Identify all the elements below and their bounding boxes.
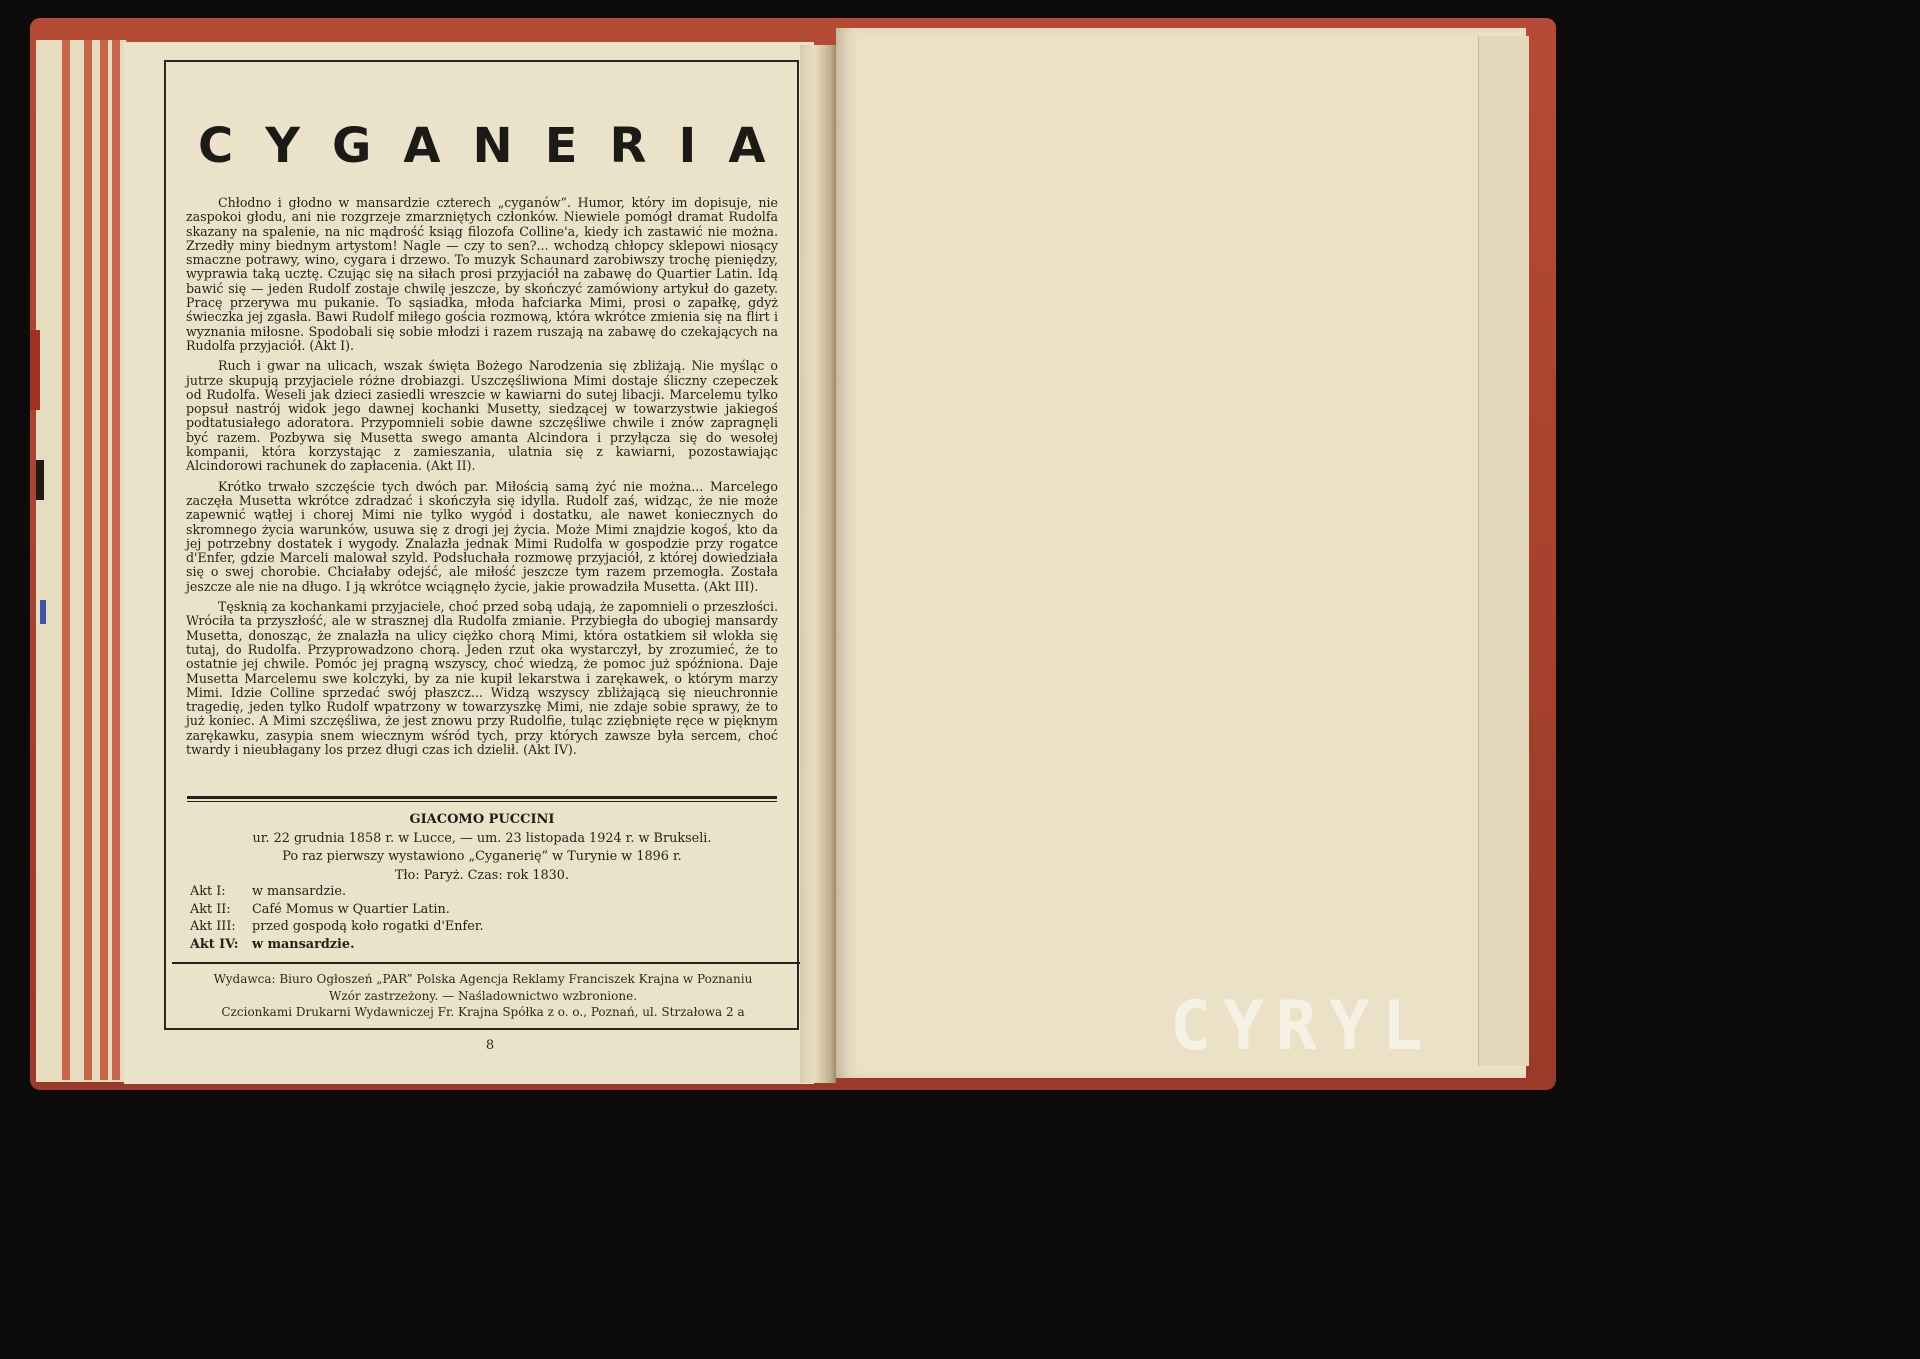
bookmark-tab <box>30 330 40 410</box>
synopsis-paragraph: Krótko trwało szczęście tych dwóch par. Miłością samą żyć nie można... Marcelego zaczęła Musetta wkrótce zdradzać i skończyła się idylla. Rudolf zaś, widząc, że nie może zapewnić wątłej i chorej Mimi nie tylko wygód i dostatku, ale nawet koniecznych do skromnego życia warunków, usuwa się z drogi jej życia. Może Mimi znajdzie kogoś, kto da jej potrzebny dostatek i wygody. Znalazła jednak Mimi Rudolfa w gospodzie przy rogatce d'Enfer, gdzie Marceli malował szyld. Podsłuchała rozmowę przyjaciół, z której dowiedziała się o swej chorobie. Chciałaby odejść, ale miłość jeszcze tym razem przemogła. Została jeszcze ale nie na długo. I ją wkrótce wciągnęło życie, jakie prowadziła Musetta. (Akt III). <box>186 478 778 594</box>
divider <box>187 801 777 802</box>
publisher-line: Czcionkami Drukarni Wydawniczej Fr. Krajna Spółka z o. o., Poznań, ul. Strzałowa 2 a <box>221 1005 745 1019</box>
act-text: w mansardzie. <box>252 936 355 952</box>
page-title: CYGANERIA <box>198 118 798 174</box>
act-row <box>190 918 590 936</box>
premiere-info <box>180 848 784 866</box>
synopsis-paragraph: Chłodno i głodno w mansardzie czterech „cyganów”. Humor, który im dopisuje, nie zaspokoi głodu, ani nie rozgrzeje zmarzniętych członków. Niewiele pomógł dramat Rudolfa skazany na spalenie, na nic mądrość ksiąg filozofa Colline'a, kiedy ich zastawić nie można. Zrzedły miny biednym artystom! Nagle — czy to sen?... wchodzą chłopcy sklepowi niosący smaczne potrawy, wino, cygara i drzewo. To muzyk Schaunard zarobiwszy trochę pieniędzy, wyprawia taką ucztę. Czując się na siłach prosi przyjaciół na zabawę do Quartier Latin. Idą bawić się — jeden Rudolf zostaje chwilę jeszcze, by skończyć zamówiony artykuł do gazety. Pracę przerywa mu pukanie. To sąsiadka, młoda hafciarka Mimi, prosi o zapałkę, gdyż świeczka jej zgasła. Bawi Rudolf miłego gościa rozmową, która wkrótce zmienia się na flirt i wyznania miłosne. Spodobali się sobie młodzi i razem ruszają na zabawę do czekających na Rudolfa przyjaciół. (Akt I). <box>186 195 778 353</box>
act-text: Café Momus w Quartier Latin. <box>252 901 450 917</box>
premiere-line: Po raz pierwszy wystawiono „Cyganerię” w Turynie w 1896 r. <box>282 849 682 864</box>
bookmark-tab <box>40 600 46 624</box>
composer-name: GIACOMO PUCCINI <box>409 812 555 827</box>
act-label: Akt III: <box>190 919 236 934</box>
act-text: w mansardzie. <box>252 884 347 899</box>
setting-line: Tło: Paryż. Czas: rok 1830. <box>394 868 570 883</box>
act-row <box>190 936 590 954</box>
right-page-edge <box>1478 36 1529 1066</box>
act-label: Akt II: <box>190 901 231 917</box>
page-edge <box>112 40 120 1080</box>
right-page-blank <box>836 28 1526 1078</box>
divider <box>187 796 777 799</box>
act-row <box>190 883 590 901</box>
page-edge <box>84 40 92 1080</box>
divider <box>172 962 800 964</box>
act-text: przed gospodą koło rogatki d'Enfer. <box>252 919 484 934</box>
synopsis <box>186 196 778 763</box>
bookmark-tab <box>36 460 44 500</box>
composer-dates: ur. 22 grudnia 1858 r. w Lucce, — um. 23 listopada 1924 r. w Brukseli. <box>252 831 712 846</box>
acts-list <box>190 883 590 953</box>
act-label: Akt I: <box>190 884 226 899</box>
composer-info <box>180 830 784 848</box>
synopsis-paragraph: Ruch i gwar na ulicach, wszak święta Bożego Narodzenia się zbliżają. Nie myśląc o jutrze skupują przyjaciele różne drobiazgi. Uszczęśliwiona Mimi dostaje śliczny czepeczek od Rudolfa. Weseli jak dzieci zasiedli wreszcie w kawiarni do sutej libacji. Marcelemu tylko popsuł nastrój widok jego dawnej kochanki Musetty, siedzącej w towarzystwie jakiegoś podtatusiałego adoratora. Przypomnieli sobie dawne szczęśliwe chwile i znów zapragnęli być razem. Pozbywa się Musetta swego amanta Alcindora i przyłącza się do wesołej kompanii, która korzystając z zamieszania, ulatnia się z kawiarni, pozostawiając Alcindorowi rachunek do zapłacenia. (Akt II). <box>186 358 778 474</box>
page-number: 8 <box>485 1038 495 1053</box>
page-edge <box>100 40 108 1080</box>
publisher-info <box>176 971 790 1021</box>
book-spine <box>800 45 836 1083</box>
publisher-line: Wydawca: Biuro Ogłoszeń „PAR” Polska Agencja Reklamy Franciszek Krajna w Poznaniu <box>213 972 753 986</box>
synopsis-paragraph: Tęsknią za kochankami przyjaciele, choć przed sobą udają, że zapomnieli o przeszłości. Wróciła ta przyszłość, ale w strasznej dla Rudolfa zmianie. Przybiegła do ubogiej mansardy Musetta, donosząc, że znalazła na ulicy ciężko chorą Mimi, która ostatkiem sił wlokła się tutaj, do Rudolfa. Przyprowadzono chorą. Jeden rzut oka wystarczył, by zrozumieć, że to ostatnie jej chwile. Pomóc jej pragną wszyscy, choć wiedzą, że pomoc już spóźniona. Daje Musetta Marcelemu swe kolczyki, by za nie kupił lekarstwa i zarękawek, o którym marzy Mimi. Idzie Colline sprzedać swój płaszcz... Widzą wszyscy zbliżającą się nieuchronnie tragedię, jeden tylko Rudolf wpatrzony w towarzyszkę Mimi, nie zdaje sobie sprawy, że to już koniec. A Mimi szczęśliwa, że jest znowu przy Rudolfie, tuląc zziębnięte ręce w pięknym zarękawku, zasypia snem wiecznym wśród tych, przy których zawsze była sercem, choć twardy i nieubłagany los przez długi czas ich dzielił. (Akt IV). <box>186 599 778 757</box>
act-row <box>190 901 590 919</box>
act-label: Akt IV: <box>190 936 239 952</box>
page-edge <box>62 40 70 1080</box>
publisher-line: Wzór zastrzeżony. — Naśladownictwo wzbronione. <box>328 988 638 1003</box>
watermark-logo: CYRYL <box>1170 987 1435 1066</box>
